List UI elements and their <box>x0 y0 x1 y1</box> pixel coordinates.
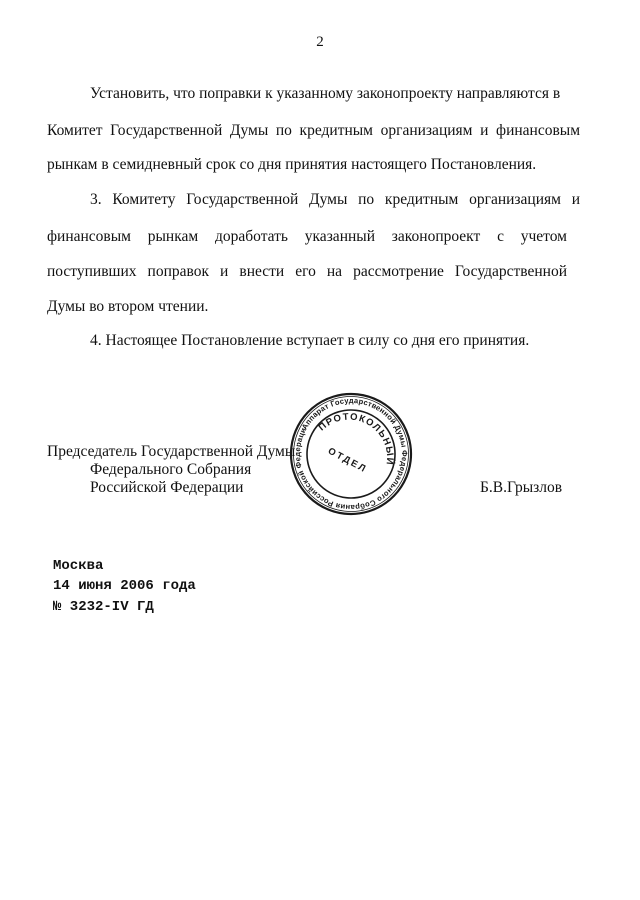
stamp-outer-text: Аппарат Государственной Думы Федерального Собрания Российской Федерации <box>292 395 410 513</box>
footer-document-number: № 3232-IV ГД <box>53 599 154 615</box>
paragraph-2-line-2: финансовым рынкам доработать указанный законопроект с учетом <box>47 228 567 245</box>
page-number: 2 <box>316 34 324 50</box>
paragraph-1-line-1: Установить, что поправки к указанному законопроекту направляются в <box>90 85 561 102</box>
footer-city: Москва <box>53 558 104 574</box>
paragraph-1-line-2: Комитет Государственной Думы по кредитным организациям и финансовым <box>47 122 580 139</box>
signatory-name: Б.В.Грызлов <box>480 479 563 496</box>
signatory-title-line-3: Российской Федерации <box>90 479 244 496</box>
stamp-inner-line-1: ПРОТОКОЛЬНЫЙ <box>316 411 396 467</box>
official-stamp <box>287 390 415 518</box>
paragraph-2-line-3: поступивших поправок и внести его на рассмотрение Государственной <box>47 263 567 280</box>
paragraph-2-line-4: Думы во втором чтении. <box>47 298 209 315</box>
footer-date: 14 июня 2006 года <box>53 578 196 594</box>
paragraph-3-line-1: 4. Настоящее Постановление вступает в силу со дня его принятия. <box>90 332 530 349</box>
stamp-seal-icon <box>287 390 415 518</box>
signatory-title-line-1: Председатель Государственной Думы <box>47 443 296 460</box>
stamp-inner-line-2: ОТДЕЛ <box>326 445 369 476</box>
paragraph-2-line-1: 3. Комитету Государственной Думы по кредитным организациям и <box>90 191 580 208</box>
signatory-title-line-2: Федерального Собрания <box>90 461 252 478</box>
paragraph-1-line-3: рынкам в семидневный срок со дня принятия настоящего Постановления. <box>47 156 537 173</box>
